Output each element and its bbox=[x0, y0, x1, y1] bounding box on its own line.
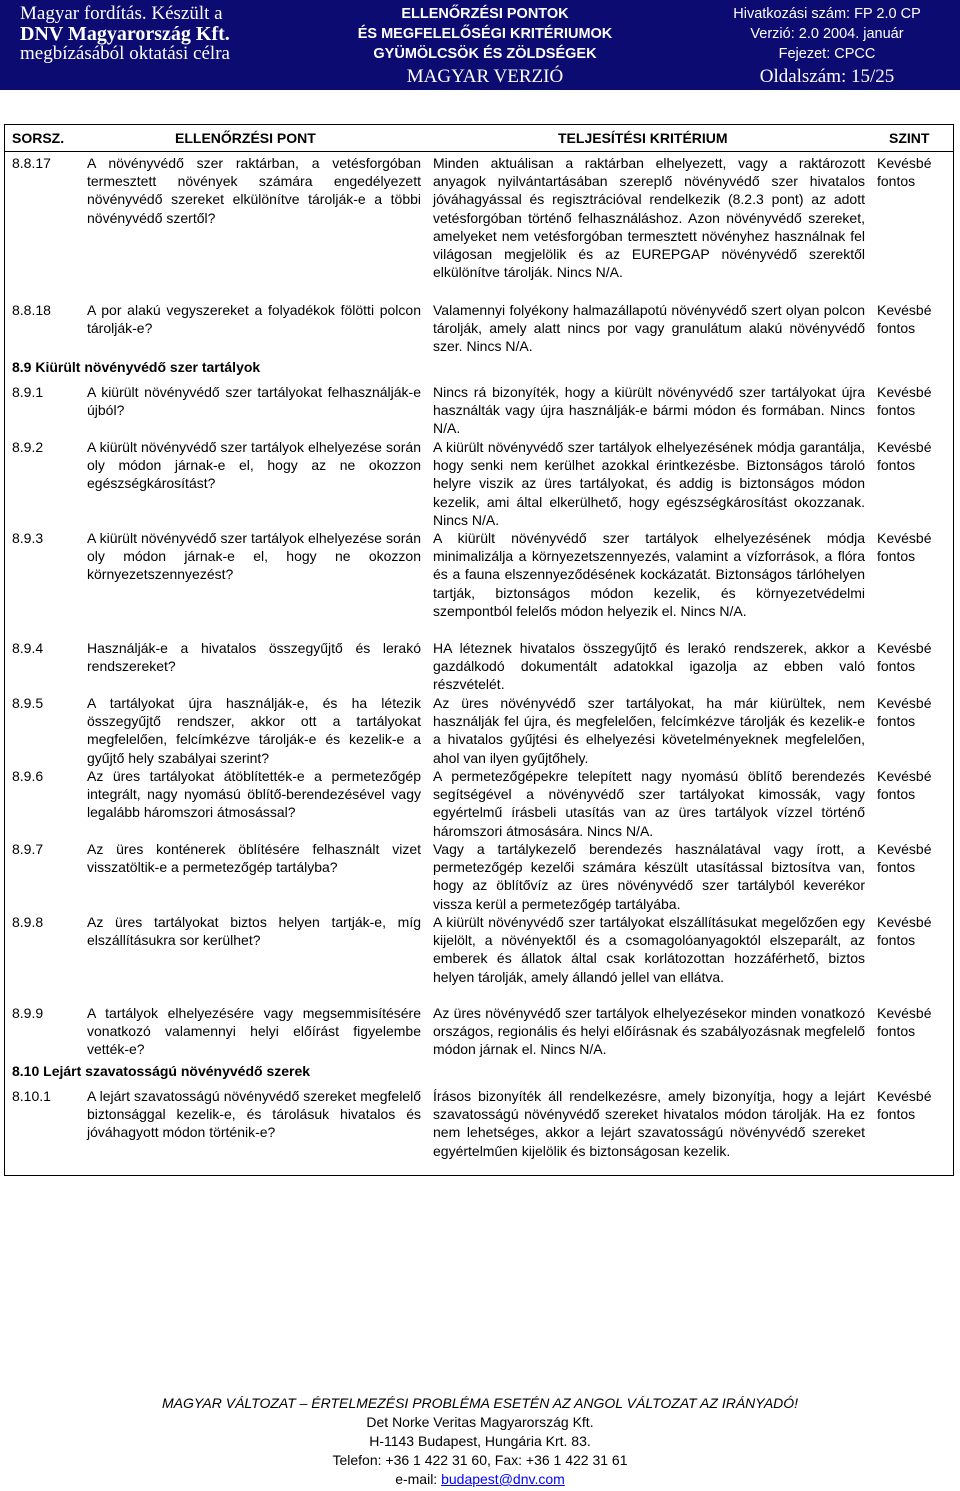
checkpoint-text: Az üres konténerek öblítésére felhasznált vizet visszatöltik-e a permetezőgép tartályba? bbox=[87, 841, 421, 876]
checkpoint-text: A növényvédő szer raktárban, a vetésforgóban termesztett növények számára engedélyezett növényvédő szereket elkülönítve tárolják-e a többi növényvédő szertől? bbox=[87, 155, 421, 226]
checkpoint-text: A lejárt szavatosságú növényvédő szereket megfelelő biztonsággal kezelik-e, és tárolásuk hivatalos és jóváhagyott módon történik-e? bbox=[87, 1088, 421, 1141]
criterion-text: Minden aktuálisan a raktárban elhelyezett, vagy a raktározott anyagok nyilvántartásában szereplő növényvédő szer hivatalos jóváhagyással és regisztrációval rendelkezik (8.2.3 pont) az adott vetésforgóban történő felhasználáshoz. Azon növényvédő szereket, amelyeket nem vetésforgóban termesztett növényhez használnak fel világosan megjelölik és az EUREPGAP növényvédő szerektől elkülönítve tárolják. Nincs N/A. bbox=[433, 155, 865, 281]
doc-title-1: ELLENŐRZÉSI PONTOK bbox=[401, 6, 569, 22]
checkpoint-text: Az üres tartályokat átöblítették-e a permetezőgép integrált, nagy nyomású öblítő-berendezésével vagy legalább háromszori átmosással? bbox=[87, 768, 421, 821]
version-label: MAGYAR VERZIÓ bbox=[406, 66, 564, 87]
doc-title-3: GYÜMÖLCSÖK ÉS ZÖLDSÉGEK bbox=[373, 46, 597, 62]
level-text: Kevésbé fontos bbox=[877, 439, 932, 474]
section-heading: 8.10 Lejárt szavatosságú növényvédő szerek bbox=[12, 1063, 311, 1079]
checkpoint-text: A por alakú vegyszereket a folyadékok fölötti polcon tárolják-e? bbox=[87, 302, 421, 337]
level-text: Kevésbé fontos bbox=[877, 640, 932, 675]
level-text: Kevésbé fontos bbox=[877, 768, 932, 803]
row-number: 8.9.5 bbox=[12, 695, 44, 711]
row-number: 8.9.9 bbox=[12, 1005, 44, 1021]
email-label: e-mail: bbox=[395, 1471, 442, 1487]
row-number: 8.9.7 bbox=[12, 841, 44, 857]
checklist-table bbox=[4, 124, 954, 1176]
header-right bbox=[712, 4, 942, 87]
table-header bbox=[5, 125, 953, 152]
page-header bbox=[0, 0, 960, 90]
level-text: Kevésbé fontos bbox=[877, 695, 932, 730]
col-header-number: SORSZ. bbox=[12, 130, 65, 146]
level-text: Kevésbé fontos bbox=[877, 1005, 932, 1040]
row-number: 8.9.6 bbox=[12, 768, 44, 784]
footer-company: Det Norke Veritas Magyarország Kft. bbox=[366, 1414, 594, 1430]
level-text: Kevésbé fontos bbox=[877, 914, 932, 949]
criterion-text: Írásos bizonyíték áll rendelkezésre, amely bizonyítja, hogy a lejárt szavatosságú növényvédő szereket hivatalos módon tárolják. Ha ez nem lehetséges, akkor a lejárt szavatosságú növényvédő szereket egyértelműen kijelölik és biztonságosan kezelik. bbox=[433, 1088, 865, 1159]
row-number: 8.9.4 bbox=[12, 640, 44, 656]
level-text: Kevésbé fontos bbox=[877, 530, 932, 565]
company-name: DNV Magyarország Kft. bbox=[20, 23, 230, 45]
row-number: 8.9.2 bbox=[12, 439, 44, 455]
checkpoint-text: A kiürült növényvédő szer tartályok elhelyezése során oly módon járnak-e el, hogy az ne okozzon egészségkárosítást? bbox=[87, 439, 421, 492]
checkpoint-text: Használják-e a hivatalos összegyűjtő és lerakó rendszereket? bbox=[87, 640, 421, 675]
page-number: Oldalszám: 15/25 bbox=[759, 66, 895, 87]
criterion-text: Vagy a tartálykezelő berendezés használatával vagy írott, a permetezőgép kezelői számára készült utasítással biztosítva van, hogy az öblítővíz az üres növényvédő szer tartályból keverékor vissza kerül a permetezőgép tartályába. bbox=[433, 841, 865, 912]
row-number: 8.8.17 bbox=[12, 155, 51, 171]
level-text: Kevésbé fontos bbox=[877, 302, 932, 337]
criterion-text: Valamennyi folyékony halmazállapotú növényvédő szert olyan polcon tárolják, amely alatt nincs por vagy granulátum alakú növényvédő szer. Nincs N/A. bbox=[433, 302, 865, 355]
criterion-text: A kiürült növényvédő szer tartályok elhelyezésének módja minimalizálja a környezetszennyezés, valamint a vízforrások, a flóra és a fauna elszennyeződésének kockázatát. Biztonságos tárlóhelyen tartják, biztonságos módon kezelik, és környezetvédelmi szempontból felelős módon helyezik el. Nincs N/A. bbox=[433, 530, 865, 619]
page-footer bbox=[0, 1394, 960, 1489]
purpose-note: megbízásából oktatási célra bbox=[20, 43, 230, 64]
checkpoint-text: Az üres tartályokat biztos helyen tartják-e, míg elszállításukra sor kerülhet? bbox=[87, 914, 421, 949]
chapter: Fejezet: CPCC bbox=[778, 46, 876, 62]
criterion-text: A permetezőgépekre telepített nagy nyomású öblítő berendezés segítségével a növényvédő szer tartályokat kimossák, vagy egyértelmű írásbeli utasítás van az üres tartályok vízzel történő háromszori átmosására. Nincs N/A. bbox=[433, 768, 865, 839]
checkpoint-text: A tartályok elhelyezésére vagy megsemmisítésére vonatkozó valamennyi helyi előírást figyelembe vették-e? bbox=[87, 1005, 421, 1058]
header-left bbox=[20, 4, 230, 64]
footer-email bbox=[0, 1470, 960, 1489]
footer-address: H-1143 Budapest, Hungária Krt. 83. bbox=[369, 1433, 591, 1449]
level-text: Kevésbé fontos bbox=[877, 1088, 932, 1123]
criterion-text: Az üres növényvédő szer tartályok elhelyezésekor minden vonatkozó országos, regionális és helyi előírásnak és szabályozásnak megfelelő módon járnak el. Nincs N/A. bbox=[433, 1005, 865, 1058]
checkpoint-text: A tartályokat újra használják-e, és ha létezik összegyűjtő rendszer, akkor ott a tartályokat megfelelően, felcímkézve tárolják-e és kezelik-e a gyűjtő hely szabályai szerint? bbox=[87, 695, 421, 766]
row-number: 8.9.8 bbox=[12, 914, 44, 930]
col-header-level: SZINT bbox=[889, 130, 930, 146]
footer-phone: Telefon: +36 1 422 31 60, Fax: +36 1 422 31 61 bbox=[332, 1452, 628, 1468]
version-date: Verzió: 2.0 2004. január bbox=[750, 26, 904, 42]
row-number: 8.8.18 bbox=[12, 302, 51, 318]
criterion-text: HA léteznek hivatalos összegyűjtő és lerakó rendszerek, akkor a gazdálkodó dokumentált adatokkal igazolja az ebben való részvételét. bbox=[433, 640, 865, 693]
checkpoint-text: A kiürült növényvédő szer tartályok elhelyezése során oly módon járnak-e el, hogy ne okozzon környezetszennyezést? bbox=[87, 530, 421, 583]
row-number: 8.9.1 bbox=[12, 384, 44, 400]
col-header-criterion: TELJESÍTÉSI KRITÉRIUM bbox=[558, 130, 728, 146]
language-warning: MAGYAR VÁLTOZAT – ÉRTELMEZÉSI PROBLÉMA ESETÉN AZ ANGOL VÁLTOZAT AZ IRÁNYADÓ! bbox=[161, 1395, 799, 1411]
col-header-checkpoint: ELLENŐRZÉSI PONT bbox=[175, 130, 316, 146]
level-text: Kevésbé fontos bbox=[877, 155, 932, 190]
reference-number: Hivatkozási szám: FP 2.0 CP bbox=[733, 6, 921, 22]
doc-title-2: ÉS MEGFELELŐSÉGI KRITÉRIUMOK bbox=[357, 26, 613, 42]
criterion-text: Az üres növényvédő szer tartályokat, ha már kiürültek, nem használják fel újra, és megfelelően, felcímkézve tárolják és kezelik-e a hivatalos gyűjtési és elhelyezési követelményeknek megfelelően, ahol van ilyen gyűjtőhely. bbox=[433, 695, 865, 766]
email-link[interactable]: budapest@dnv.com bbox=[441, 1471, 565, 1487]
criterion-text: A kiürült növényvédő szer tartályok elhelyezésének módja garantálja, hogy senki nem kerülhet azokkal érintkezésbe. Biztonságos tároló helyre viszik az üres tartályokat, és addig is biztonságos módon kezelik, ami által elkerülhető, hogy egészségkárosítást okozzanak. Nincs N/A. bbox=[433, 439, 865, 528]
level-text: Kevésbé fontos bbox=[877, 384, 932, 419]
criterion-text: Nincs rá bizonyíték, hogy a kiürült növényvédő szer tartályokat újra használták vagy újra használják-e bármi módon és formában. Nincs N/A. bbox=[433, 384, 865, 437]
row-number: 8.9.3 bbox=[12, 530, 44, 546]
header-middle bbox=[340, 4, 630, 87]
row-number: 8.10.1 bbox=[12, 1088, 51, 1104]
section-heading: 8.9 Kiürült növényvédő szer tartályok bbox=[12, 359, 261, 375]
criterion-text: A kiürült növényvédő szer tartályokat elszállításukat megelőzően egy kijelölt, a növényektől és a csomagolóanyagoktól elszeparált, az emberek és állatok által csak korlátozottan hozzáférhető, biztos helyen tárolják, amely állandó jellel van ellátva. bbox=[433, 914, 865, 985]
translation-note: Magyar fordítás. Készült a bbox=[20, 3, 223, 24]
level-text: Kevésbé fontos bbox=[877, 841, 932, 876]
checkpoint-text: A kiürült növényvédő szer tartályokat felhasználják-e újból? bbox=[87, 384, 421, 419]
